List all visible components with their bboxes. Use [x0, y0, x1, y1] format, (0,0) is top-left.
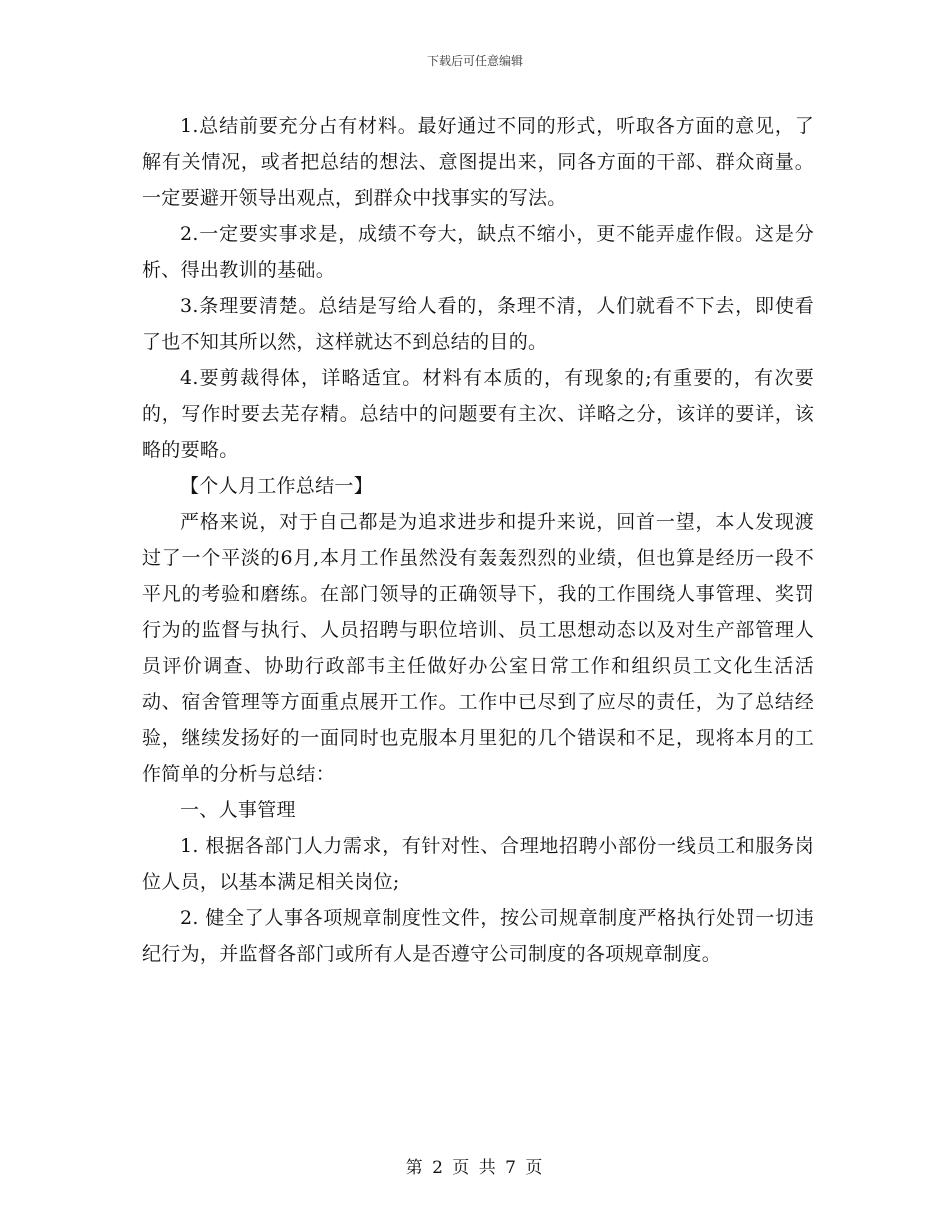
paragraph-6: 1. 根据各部门人力需求，有针对性、合理地招聘小部份一线员工和服务岗位人员，以基本满足相关岗位;: [142, 835, 814, 893]
paragraph-4: 4.要剪裁得体，详略适宜。材料有本质的，有现象的;有重要的，有次要的，写作时要去芜存精。总结中的问题要有主次、详略之分，该详的要详，该略的要略。: [142, 367, 814, 461]
subsection-title: 一、人事管理: [180, 799, 296, 821]
section-title: 【个人月工作总结一】: [180, 475, 374, 497]
paragraph-5: 严格来说，对于自己都是为追求进步和提升来说，回首一望，本人发现渡过了一个平淡的6月,本月工作虽然没有轰轰烈烈的业绩，但也算是经历一段不平凡的考验和磨练。在部门领导的正确领导下，我的工作围绕人事管理、奖罚行为的监督与执行、人员招聘与职位培训、员工思想动态以及对生产部管理人员评价调查、协助行政部韦主任做好办公室日常工作和组织员工文化生活活动、宿舍管理等方面重点展开工作。工作中已尽到了应尽的责任，为了总结经验，继续发扬好的一面同时也克服本月里犯的几个错误和不足，现将本月的工作简单的分析与总结：: [142, 511, 814, 785]
document-body: [142, 108, 814, 972]
paragraph-3: 3.条理要清楚。总结是写给人看的，条理不清，人们就看不下去，即使看了也不知其所以然，这样就达不到总结的目的。: [142, 295, 814, 353]
page-header: 下载后可任意编辑: [426, 54, 523, 68]
paragraph-1: 1.总结前要充分占有材料。最好通过不同的形式，听取各方面的意见，了解有关情况，或者把总结的想法、意图提出来，同各方面的干部、群众商量。一定要避开领导出观点，到群众中找事实的写法。: [142, 115, 814, 209]
page-number: 第 2 页 共 7 页: [405, 1158, 545, 1178]
paragraph-7: 2. 健全了人事各项规章制度性文件，按公司规章制度严格执行处罚一切违纪行为，并监督各部门或所有人是否遵守公司制度的各项规章制度。: [142, 907, 814, 965]
paragraph-2: 2.一定要实事求是，成绩不夸大，缺点不缩小，更不能弄虚作假。这是分析、得出教训的基础。: [142, 223, 814, 281]
